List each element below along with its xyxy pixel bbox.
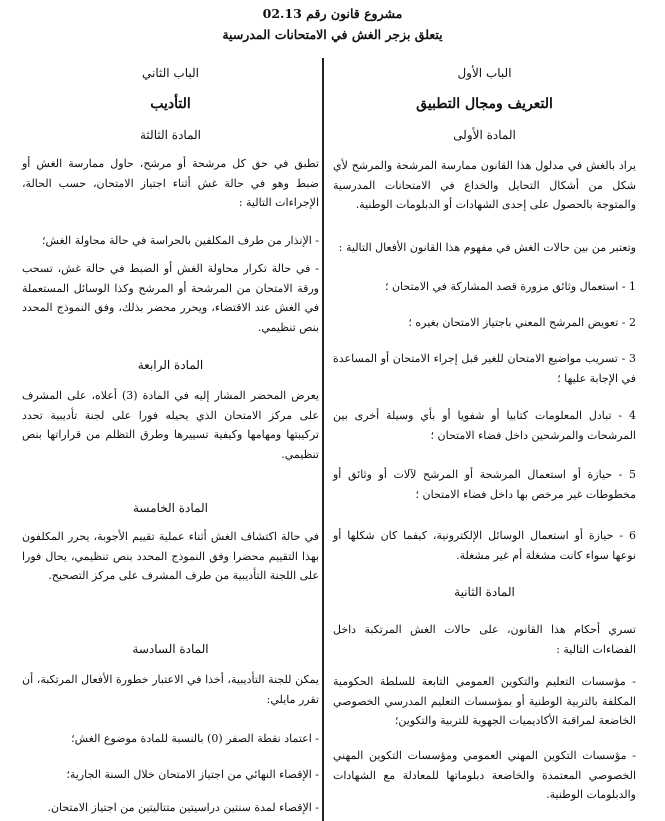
article-3-heading: المادة الثالثة [139, 128, 201, 142]
article-5-heading: المادة الخامسة [133, 501, 208, 515]
chapter-one-label: الباب الأول [457, 66, 512, 80]
article-3-item: - الإنذار من طرف المكلفين بالحراسة في حالة محاولة الغش؛ [41, 234, 319, 247]
article-6-item: - الإقصاء النهائي من اجتياز الامتحان خلال السنة الجارية؛ [66, 768, 319, 781]
article-4-heading: المادة الرابعة [137, 358, 204, 372]
article-5-text: في حالة اكتشاف الغش أثناء عملية تقييم الأجوبة، يحرر المكلفون بهذا التقييم محضرا وفق النموذج المحدد بنص تنظيمي، يحال فورا على اللجنة التأديبية من طرف المشرف على مركز التصحيح. [22, 530, 319, 582]
chapter-two-title: التأديب [150, 96, 191, 112]
document-subtitle: يتعلق بزجر الغش في الامتحانات المدرسية [222, 27, 443, 42]
article-1-item: 3 - تسريب مواضيع الامتحان للغير قبل إجراء الامتحان أو المساعدة في الإجابة عليها ؛ [333, 352, 636, 385]
article-2-heading: المادة الثانية [454, 585, 515, 599]
article-1-item: 6 - حيازة أو استعمال الوسائل الإلكترونية، كيفما كان شكلها أو نوعها سواء كانت مشغلة أم غير مشغلة. [333, 529, 636, 562]
article-2-intro: تسري أحكام هذا القانون، على حالات الغش المرتكبة داخل الفضاءات التالية : [333, 623, 636, 656]
article-1-item: 1 - استعمال وثائق مزورة قصد المشاركة في الامتحان ؛ [384, 280, 636, 293]
article-1-intro: يراد بالغش في مدلول هذا القانون ممارسة المرشحة والمرشح لأي شكل من أشكال التحايل والخداع في الامتحانات المدرسية والمتوجة بالحصول على إحدى الشهادات أو الدبلومات الوطنية. [333, 159, 636, 211]
article-6-item: - اعتماد نقطة الصفر (0) بالنسبة للمادة موضوع الغش؛ [71, 732, 319, 745]
article-1-heading: المادة الأولى [453, 128, 516, 142]
article-1-item: 4 - تبادل المعلومات كتابيا أو شفويا أو بأي وسيلة أخرى بين المرشحات والمرشحين داخل فضاء الامتحان ؛ [333, 409, 636, 442]
article-3-item: - في حالة تكرار محاولة الغش أو الضبط في حالة غش، تسحب ورقة الامتحان من المرشحة أو المرشح وكذا الوسائل المستعملة في الغش عند الاقتضاء، ويحرر محضر بذلك، وفق النموذج المحدد بنص تنظيمي. [22, 262, 319, 334]
column-divider [322, 58, 324, 821]
chapter-one-title: التعريف ومجال التطبيق [416, 96, 553, 112]
article-3-intro: تطبق في حق كل مرشحة أو مرشح، حاول ممارسة الغش أو ضبط وهو في حالة غش أثناء اجتياز الامتحان، حسب الحالة، الإجراءات التالية : [22, 157, 319, 209]
chapter-two-label: الباب الثاني [142, 66, 199, 80]
article-6-heading: المادة السادسة [132, 642, 209, 656]
article-6-intro: يمكن للجنة التأديبية، أخذا في الاعتبار خطورة الأفعال المرتكبة، أن تقرر مايلي: [22, 673, 319, 706]
article-4-text: يعرض المحضر المشار إليه في المادة (3) أعلاه، على المشرف على مركز الامتحان الذي يحيله فورا على لجنة تأديبية تحدد تركيبتها ومهامها وكيفية تسييرها وطرق التظلم من قراراتها بنص تنظيمي. [22, 389, 319, 461]
article-2-item: - مؤسسات التعليم والتكوين العمومي التابعة للسلطة الحكومية المكلفة بالتربية الوطنية أو بمؤسسات التعليم المدرسي الخصوصي الخاضعة لمراقبة الأكاديميات الجهوية للتربية والتكوين؛ [333, 675, 636, 727]
article-1-item: 2 - تعويض المرشح المعني باجتياز الامتحان بغيره ؛ [408, 316, 636, 329]
article-1-list-intro: وتعتبر من بين حالات الغش في مفهوم هذا القانون الأفعال التالية : [338, 241, 636, 254]
article-1-item: 5 - حيازة أو استعمال المرشحة أو المرشح لآلات أو وثائق أو مخطوطات غير مرخص بها داخل فضاء الامتحان ؛ [333, 468, 636, 501]
article-6-item: - الإقصاء لمدة سنتين دراسيتين متتاليتين من اجتياز الامتحان. [47, 801, 319, 814]
document-title: مشروع قانون رقم 02.13 [262, 6, 403, 21]
article-2-item: - مؤسسات التكوين المهني العمومي ومؤسسات التكوين المهني الخصوصي المعتمدة والخاضعة دبلوماتها للمعادلة مع الشهادات والدبلومات الوطنية. [333, 749, 636, 801]
